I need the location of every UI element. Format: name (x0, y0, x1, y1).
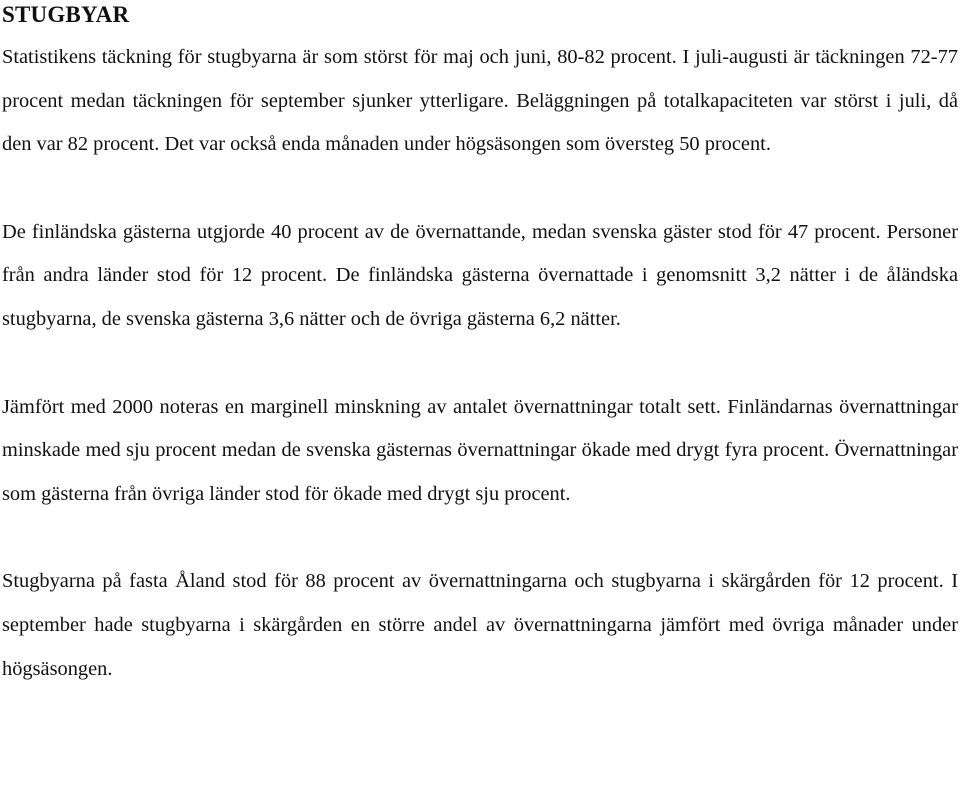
paragraph-coverage: Statistikens täckning för stugbyarna är som störst för maj och juni, 80-82 procent. I juli-augusti är täckningen 72-77 procent medan täckningen för september sjunker ytterligare. Beläggningen på totalkapaciteten var störst i juli, då den var 82 procent. Det var också enda månaden under högsäsongen som översteg 50 procent. (2, 46, 958, 156)
paragraph-guest-nationality: De finländska gästerna utgjorde 40 procent av de övernattande, medan svenska gäster stod för 47 procent. Personer från andra länder stod för 12 procent. De finländska gästerna övernattade i genomsnitt 3,2 nätter i de åländska stugbyarna, de svenska gästerna 3,6 nätter och de övriga gästerna 6,2 nätter. (2, 220, 958, 330)
paragraph-spacer (2, 516, 958, 560)
paragraph-comparison-2000: Jämfört med 2000 noteras en marginell minskning av antalet övernattningar totalt sett. Finländarnas övernattningar minskade med sju procent medan de svenska gästernas övernattningar ökade med drygt fyra procent. Övernattningar som gästerna från övriga länder stod för ökade med drygt sju procent. (2, 395, 958, 505)
section-title: STUGBYAR (2, 2, 130, 27)
paragraph-spacer (2, 342, 958, 386)
paragraph-spacer (2, 167, 958, 211)
paragraph-regional-share: Stugbyarna på fasta Åland stod för 88 procent av övernattningarna och stugbyarna i skärgården för 12 procent. I september hade stugbyarna i skärgården en större andel av övernattningarna jämfört med övriga månader under högsäsongen. (2, 570, 958, 680)
document-page (2, 0, 958, 691)
